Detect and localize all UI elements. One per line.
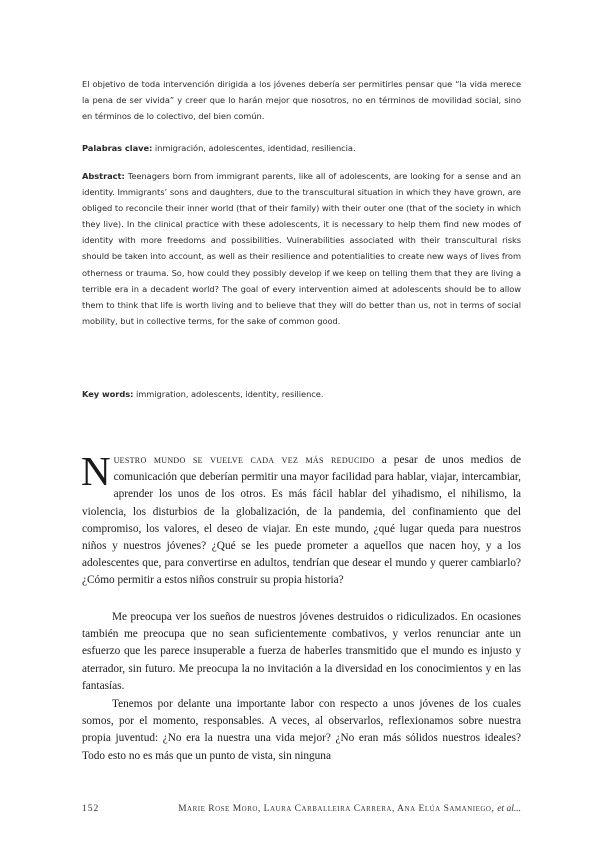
abstract-paragraph: [82, 168, 521, 329]
et-al-text: et al...: [497, 804, 521, 814]
key-words-text: immigration, adolescents, identity, resilience.: [135, 389, 324, 399]
authors-text: Marie Rose Moro, Laura Carballeira Carrera, Ana Elúa Samaniego,: [178, 804, 495, 814]
body-paragraph-1: [81, 448, 521, 590]
body-paragraph-1-text: a pesar de unos medios de comunicación que deberían permitir una mayor facilidad para hablar, viajar, intercambiar, aprender los unos de los otros. Es más fácil hablar del yihadismo, el nihilismo, la violencia, los disturbios de la globalización, de la pandemia, del confinamiento que del compromiso, los valores, el deseo de viajar. En este mundo, ¿qué lugar queda para nuestros niños y nuestros jóvenes? ¿Qué se les puede prometer a aquellos que nacen hoy, y a los adolescentes que, para convertirse en adultos, tendrían que desear el mundo y querer cambiarlo? ¿Cómo permitir a estos niños construir su propia historia?: [82, 454, 521, 587]
palabras-clave-label: Palabras clave:: [82, 143, 153, 153]
abstract-label: Abstract:: [82, 171, 125, 181]
resumen-paragraph: El objetivo de toda intervención dirigida a los jóvenes debería ser permitirles pensar que “la vida merece la pena de ser vivida” y creer que lo harán mejor que nosotros, no en términos de movilidad social, sino en términos de lo colectivo, del bien común.: [82, 79, 521, 122]
palabras-clave: [82, 140, 521, 156]
abstract-text: Teenagers born from immigrant parents, like all of adolescents, are looking for a sense and an identity. Immigrants’ sons and daughters, due to the transcultural situation in which they have grown, are obliged to reconcile their inner world (that of their family) with their outer one (that of the society in which they live). In the clinical practice with these adolescents, it is necessary to help them find new modes of identity with more freedoms and possibilities. Vulnerabilities associated with their transcultural risks should be taken into account, as well as their resilience and potentialities to create new ways of lives from otherness or trauma. So, how could they possibly develop if we keep on telling them that they are living a terrible era in a decadent world? The goal of every intervention aimed at adolescents should be to allow them to think that life is worth living and to believe that they will do better than us, not in terms of social mobility, but in collective terms, for the sake of common good.: [82, 171, 521, 326]
key-words: [82, 386, 521, 402]
page-number: 152: [82, 804, 100, 814]
running-footer-authors: [178, 804, 521, 814]
drop-cap: N: [81, 448, 111, 494]
key-words-label: Key words:: [82, 389, 134, 399]
opening-smallcaps: uestro mundo se vuelve cada vez más reducido: [113, 454, 375, 466]
body-paragraph-2: Me preocupa ver los sueños de nuestros jóvenes destruidos o ridiculizados. En ocasiones también me preocupa que no sean suficientemente combativos, y verlos renunciar ante un esfuerzo que les parece insuperable a fuerza de haberles transmitido que el mundo es injusto y aterrador, sin futuro. Me preocupa la no invitación a la diversidad en los conocimientos y en las fantasías.: [82, 611, 521, 692]
body-paragraph-3: Tenemos por delante una importante labor con respecto a unos jóvenes de los cuales somos, por el momento, responsables. A veces, al observarlos, reflexionamos sobre nuestra propia juventud: ¿No era la nuestra una vida mejor? ¿No eran más sólidos nuestros ideales? Todo esto no es más que un punto de vista, sin ninguna: [82, 698, 521, 762]
palabras-clave-text: inmigración, adolescentes, identidad, resiliencia.: [154, 143, 356, 153]
